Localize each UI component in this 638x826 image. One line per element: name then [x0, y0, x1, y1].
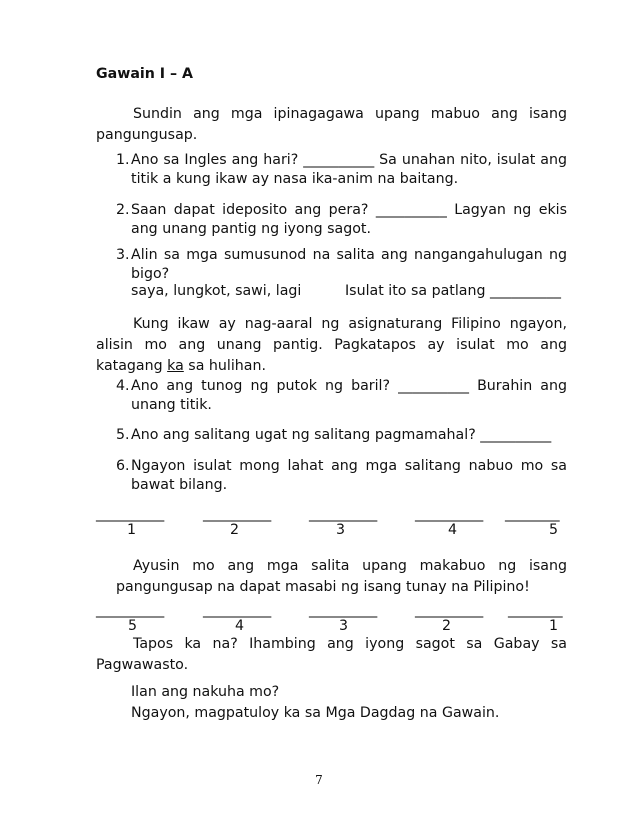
item3-choices: saya, lungkot, sawi, lagi	[131, 283, 302, 299]
item-number: 1.	[116, 152, 130, 168]
blank-number: 1	[127, 522, 137, 538]
arrange-instruction: Ayusin mo ang mga salita upang makabuo ng isang pangungusap na dapat masabi ng isang tunay na Pilipino!	[116, 558, 567, 595]
list-item-2	[116, 201, 567, 238]
continue-text: Ngayon, magpatuloy ka sa Mga Dagdag na Gawain.	[131, 705, 500, 721]
answer-blank[interactable]: __________	[415, 506, 483, 522]
score-question: Ilan ang nakuha mo?	[131, 684, 280, 700]
item-text: Ano ang tunog ng putok ng baril? __________ Burahin ang unang titik.	[131, 378, 567, 413]
finish-paragraph: Tapos ka na? Ihambing ang iyong sagot sa Gabay sa Pagwawasto.	[96, 636, 567, 673]
answer-blank[interactable]: __________	[309, 506, 377, 522]
blank-number: 5	[549, 522, 559, 538]
answer-blank[interactable]: ________	[505, 506, 560, 522]
list-item-4	[116, 377, 567, 414]
item-text: Ngayon isulat mong lahat ang mga salitang nabuo mo sa bawat bilang.	[131, 458, 567, 493]
intro-paragraph: Sundin ang mga ipinagagawa upang mabuo ang isang pangungusap.	[96, 106, 567, 143]
answer-blank[interactable]: __________	[203, 506, 271, 522]
answer-blank[interactable]: __________	[415, 602, 483, 618]
list-item-1	[116, 151, 567, 188]
blank-number: 5	[128, 618, 138, 634]
blank-number: 3	[336, 522, 346, 538]
blank-number: 1	[549, 618, 559, 634]
para2-text-before: Kung ikaw ay nag-aaral ng asignaturang Filipino ngayon, alisin mo ang unang pantig. Pagkatapos ay isulat mo ang katagang	[96, 316, 567, 374]
item-text: Alin sa mga sumusunod na salita ang nangangahulugan ng bigo?	[131, 247, 567, 282]
blank-number: 4	[235, 618, 245, 634]
item-text: Ano sa Ingles ang hari? __________ Sa unahan nito, isulat ang titik a kung ikaw ay nasa ika-anim na baitang.	[131, 152, 567, 187]
item-number: 5.	[116, 427, 130, 443]
item-text: Ano ang salitang ugat ng salitang pagmamahal? __________	[131, 427, 552, 443]
list-item-5	[116, 426, 567, 445]
blank-number: 2	[442, 618, 452, 634]
page-number: 7	[315, 773, 323, 787]
filipino-paragraph	[96, 314, 567, 377]
blank-number: 3	[339, 618, 349, 634]
answer-blanks-row-1	[96, 506, 567, 542]
para2-text-after: sa hulihan.	[183, 358, 266, 374]
item-text: Saan dapat ideposito ang pera? __________ Lagyan ng ekis ang unang pantig ng iyong sagot.	[131, 202, 567, 237]
answer-blank[interactable]: ________	[508, 602, 563, 618]
item-number: 4.	[116, 378, 130, 394]
item-number: 6.	[116, 458, 130, 474]
list-item-6	[116, 457, 567, 494]
answer-blank[interactable]: __________	[309, 602, 377, 618]
item-number: 2.	[116, 202, 130, 218]
activity-title: Gawain I – A	[96, 66, 194, 82]
list-item-3	[116, 246, 567, 283]
answer-blank[interactable]: __________	[96, 602, 164, 618]
item3-instruction: Isulat ito sa patlang __________	[345, 283, 561, 299]
answer-blank[interactable]: __________	[203, 602, 271, 618]
answer-blanks-row-2	[96, 602, 567, 638]
blank-number: 4	[448, 522, 458, 538]
item-number: 3.	[116, 247, 130, 263]
underlined-word: ka	[167, 358, 184, 374]
blank-number: 2	[230, 522, 240, 538]
answer-blank[interactable]: __________	[96, 506, 164, 522]
